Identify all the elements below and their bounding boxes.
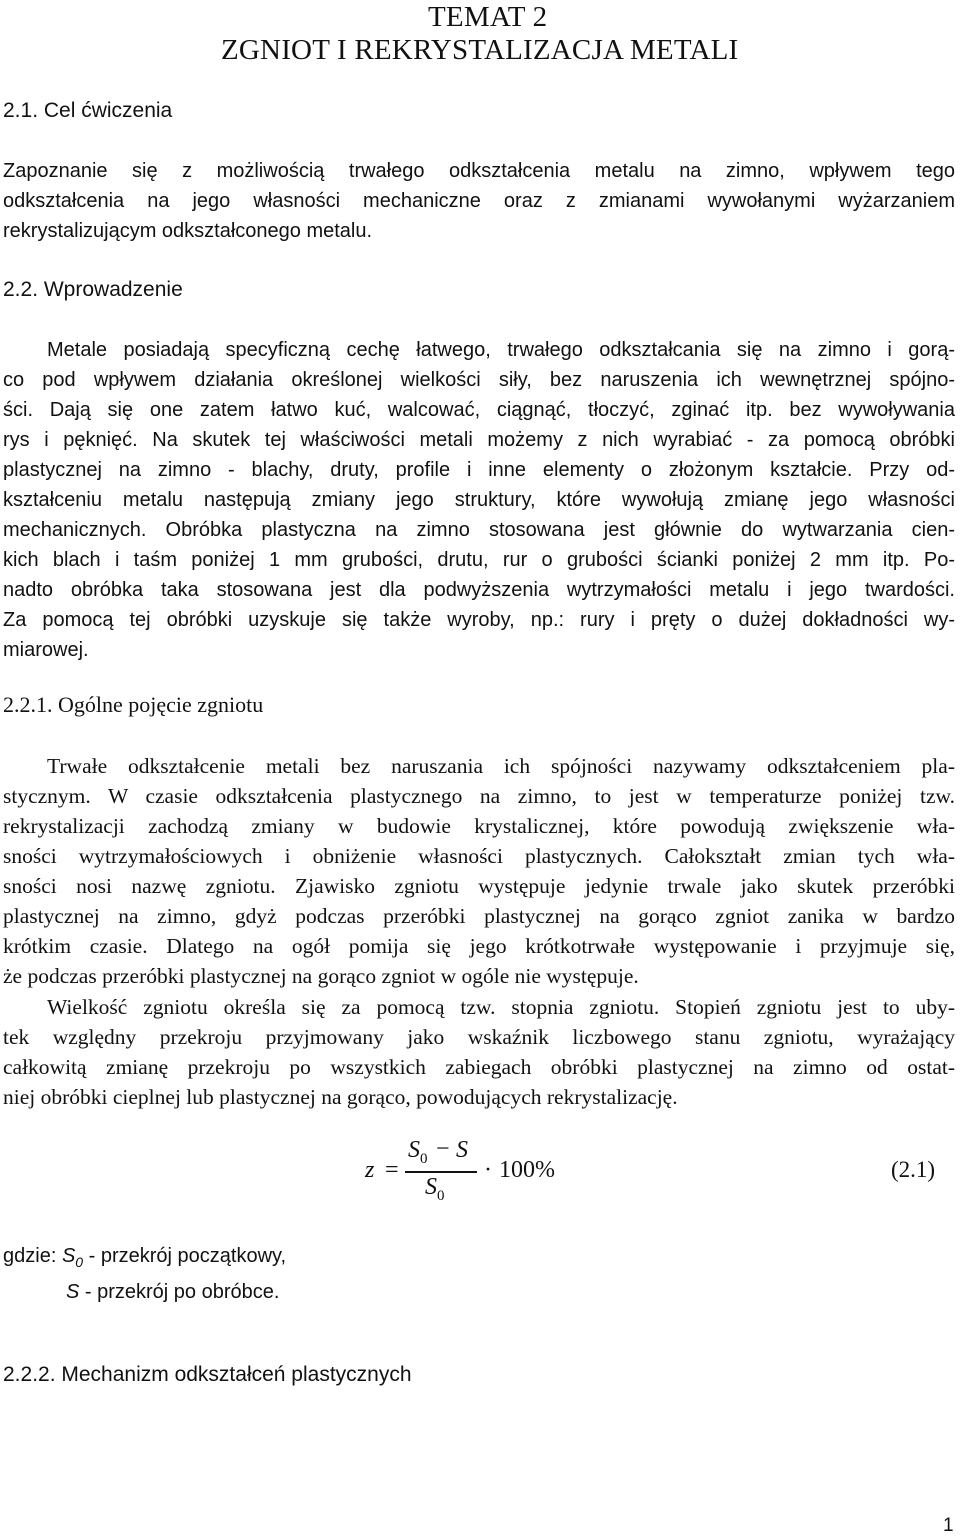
intro-line: kich blach i taśm poniżej 1 mm grubości, drutu, rur o grubości ścianki poniżej 2 mm itp. Po- (3, 549, 955, 571)
document-title-line1: TEMAT 2 (428, 1, 548, 33)
section-heading-zgniot: 2.2.1. Ogólne pojęcie zgniotu (3, 692, 264, 717)
formula-equals: = (385, 1157, 399, 1183)
formula-numerator-s: S (456, 1137, 468, 1163)
intro-line: nadto obróbka taka stosowana jest dla podwyższenia wytrzymałości metalu i jego twardości. (3, 579, 955, 601)
formula-dot: · (484, 1157, 492, 1183)
legend-label: gdzie: (3, 1245, 57, 1267)
intro-line: co pod wpływem działania określonej wielkości siły, bez naruszenia ich wewnętrznej spójno- (3, 369, 955, 391)
legend-desc-s0: - przekrój początkowy, (83, 1245, 287, 1267)
section-heading-goal: 2.1. Cel ćwiczenia (3, 99, 173, 122)
fraction-bar (405, 1171, 477, 1173)
intro-line: ści. Dają się one zatem łatwo kuć, walcować, ciągnąć, tłoczyć, zginać itp. bez wywoływania (3, 399, 955, 421)
intro-line: mechanicznych. Obróbka plastyczna na zimno stosowana jest głównie do wytwarzania cien- (3, 519, 955, 541)
formula-denominator: $S_0$ (425, 1174, 445, 1204)
zgniot-line: że podczas przeróbki plastycznej na gorąco zgniot w ogóle nie występuje. (3, 964, 639, 988)
goal-line: Zapoznanie się z możliwością trwałego odkształcenia metalu na zimno, wpływem tego (3, 160, 955, 182)
intro-line: kształceniu metalu następują zmiany jego struktury, które wywołują zmianę jego własności (3, 489, 955, 511)
zgniot-line: rekrystalizacji zachodzą zmiany w budowie krystalicznej, które powodują zwiększenie wła- (3, 814, 955, 838)
document-title-line2: ZGNIOT I REKRYSTALIZACJA METALI (221, 34, 739, 66)
zgniot-line: tek względny przekroju przyjmowany jako wskaźnik liczbowego stanu zgniotu, wyrażający (3, 1025, 955, 1049)
zgniot-paragraph-1 (3, 751, 955, 991)
zgniot-line: sności nosi nazwę zgniotu. Zjawisko zgniotu występuje jedynie trwale jako skutek przeróbki (3, 874, 955, 898)
goal-paragraph (3, 156, 955, 246)
goal-line: odkształcenia na jego własności mechaniczne oraz z zmianami wywołanymi wyżarzaniem (3, 190, 955, 212)
section-heading-mechanism: 2.2.2. Mechanizm odkształceń plastycznych (3, 1363, 412, 1386)
formula-factor: 100% (499, 1157, 555, 1183)
formula-numerator: $S_0$ (408, 1137, 428, 1167)
section-heading-intro: 2.2. Wprowadzenie (3, 278, 183, 301)
zgniot-line: Wielkość zgniotu określa się za pomocą tzw. stopnia zgniotu. Stopień zgniotu jest to uby- (47, 995, 955, 1019)
intro-line: rys i pęknięć. Na skutek tej właściwości metali możemy z nich wyrabiać - za pomocą obróbki (3, 429, 955, 451)
formula-minus: − (436, 1136, 450, 1162)
zgniot-line: stycznym. W czasie odkształcenia plastycznego na zimno, to jest w temperaturze poniżej tzw. (3, 784, 955, 808)
intro-line: Metale posiadają specyficzną cechę łatwego, trwałego odkształcania się na zimno i gorą- (47, 339, 955, 361)
formula-legend (3, 1241, 286, 1307)
zgniot-line: plastycznej na zimno, gdyż podczas przeróbki plastycznej na gorąco zgniot zanika w bardzo (3, 904, 955, 928)
goal-line: rekrystalizującym odkształconego metalu. (3, 220, 373, 242)
intro-line: plastycznej na zimno - blachy, druty, profile i inne elementy o złożonym kształcie. Przy od- (3, 459, 955, 481)
legend-symbol-s0: S (61, 1245, 76, 1267)
intro-paragraph (3, 335, 955, 665)
legend-desc-s: - przekrój po obróbce. (79, 1281, 280, 1303)
formula-number: (2.1) (891, 1157, 936, 1182)
legend-line-s (3, 1277, 286, 1307)
page-number: 1 (943, 1515, 954, 1536)
zgniot-line: krótkim czasie. Dlatego na ogół pomija się jego krótkotrwałe występowanie i przyjmuje się, (3, 934, 955, 958)
legend-line-s0: gdzie: $S_0$ - przekrój początkowy, (3, 1245, 287, 1270)
zgniot-paragraph-2 (3, 992, 955, 1112)
zgniot-line: Trwałe odkształcenie metali bez naruszania ich spójności nazywamy odkształceniem pla- (47, 754, 955, 778)
formula-lhs: z (365, 1157, 375, 1183)
zgniot-line: całkowitą zmianę przekroju po wszystkich zabiegach obróbki plastycznej na zimno od ostat- (3, 1055, 955, 1079)
intro-line: miarowej. (3, 639, 89, 661)
zgniot-line: sności wytrzymałościowych i obniżenie własności plastycznych. Całokształt zmian tych wła- (3, 844, 955, 868)
legend-symbol-s: S (66, 1281, 80, 1303)
intro-line: Za pomocą tej obróbki uzyskuje się także wyroby, np.: rury i pręty o dużej dokładności wy- (3, 609, 955, 631)
zgniot-line: niej obróbki cieplnej lub plastycznej na gorąco, powodujących rekrystalizację. (3, 1085, 678, 1109)
